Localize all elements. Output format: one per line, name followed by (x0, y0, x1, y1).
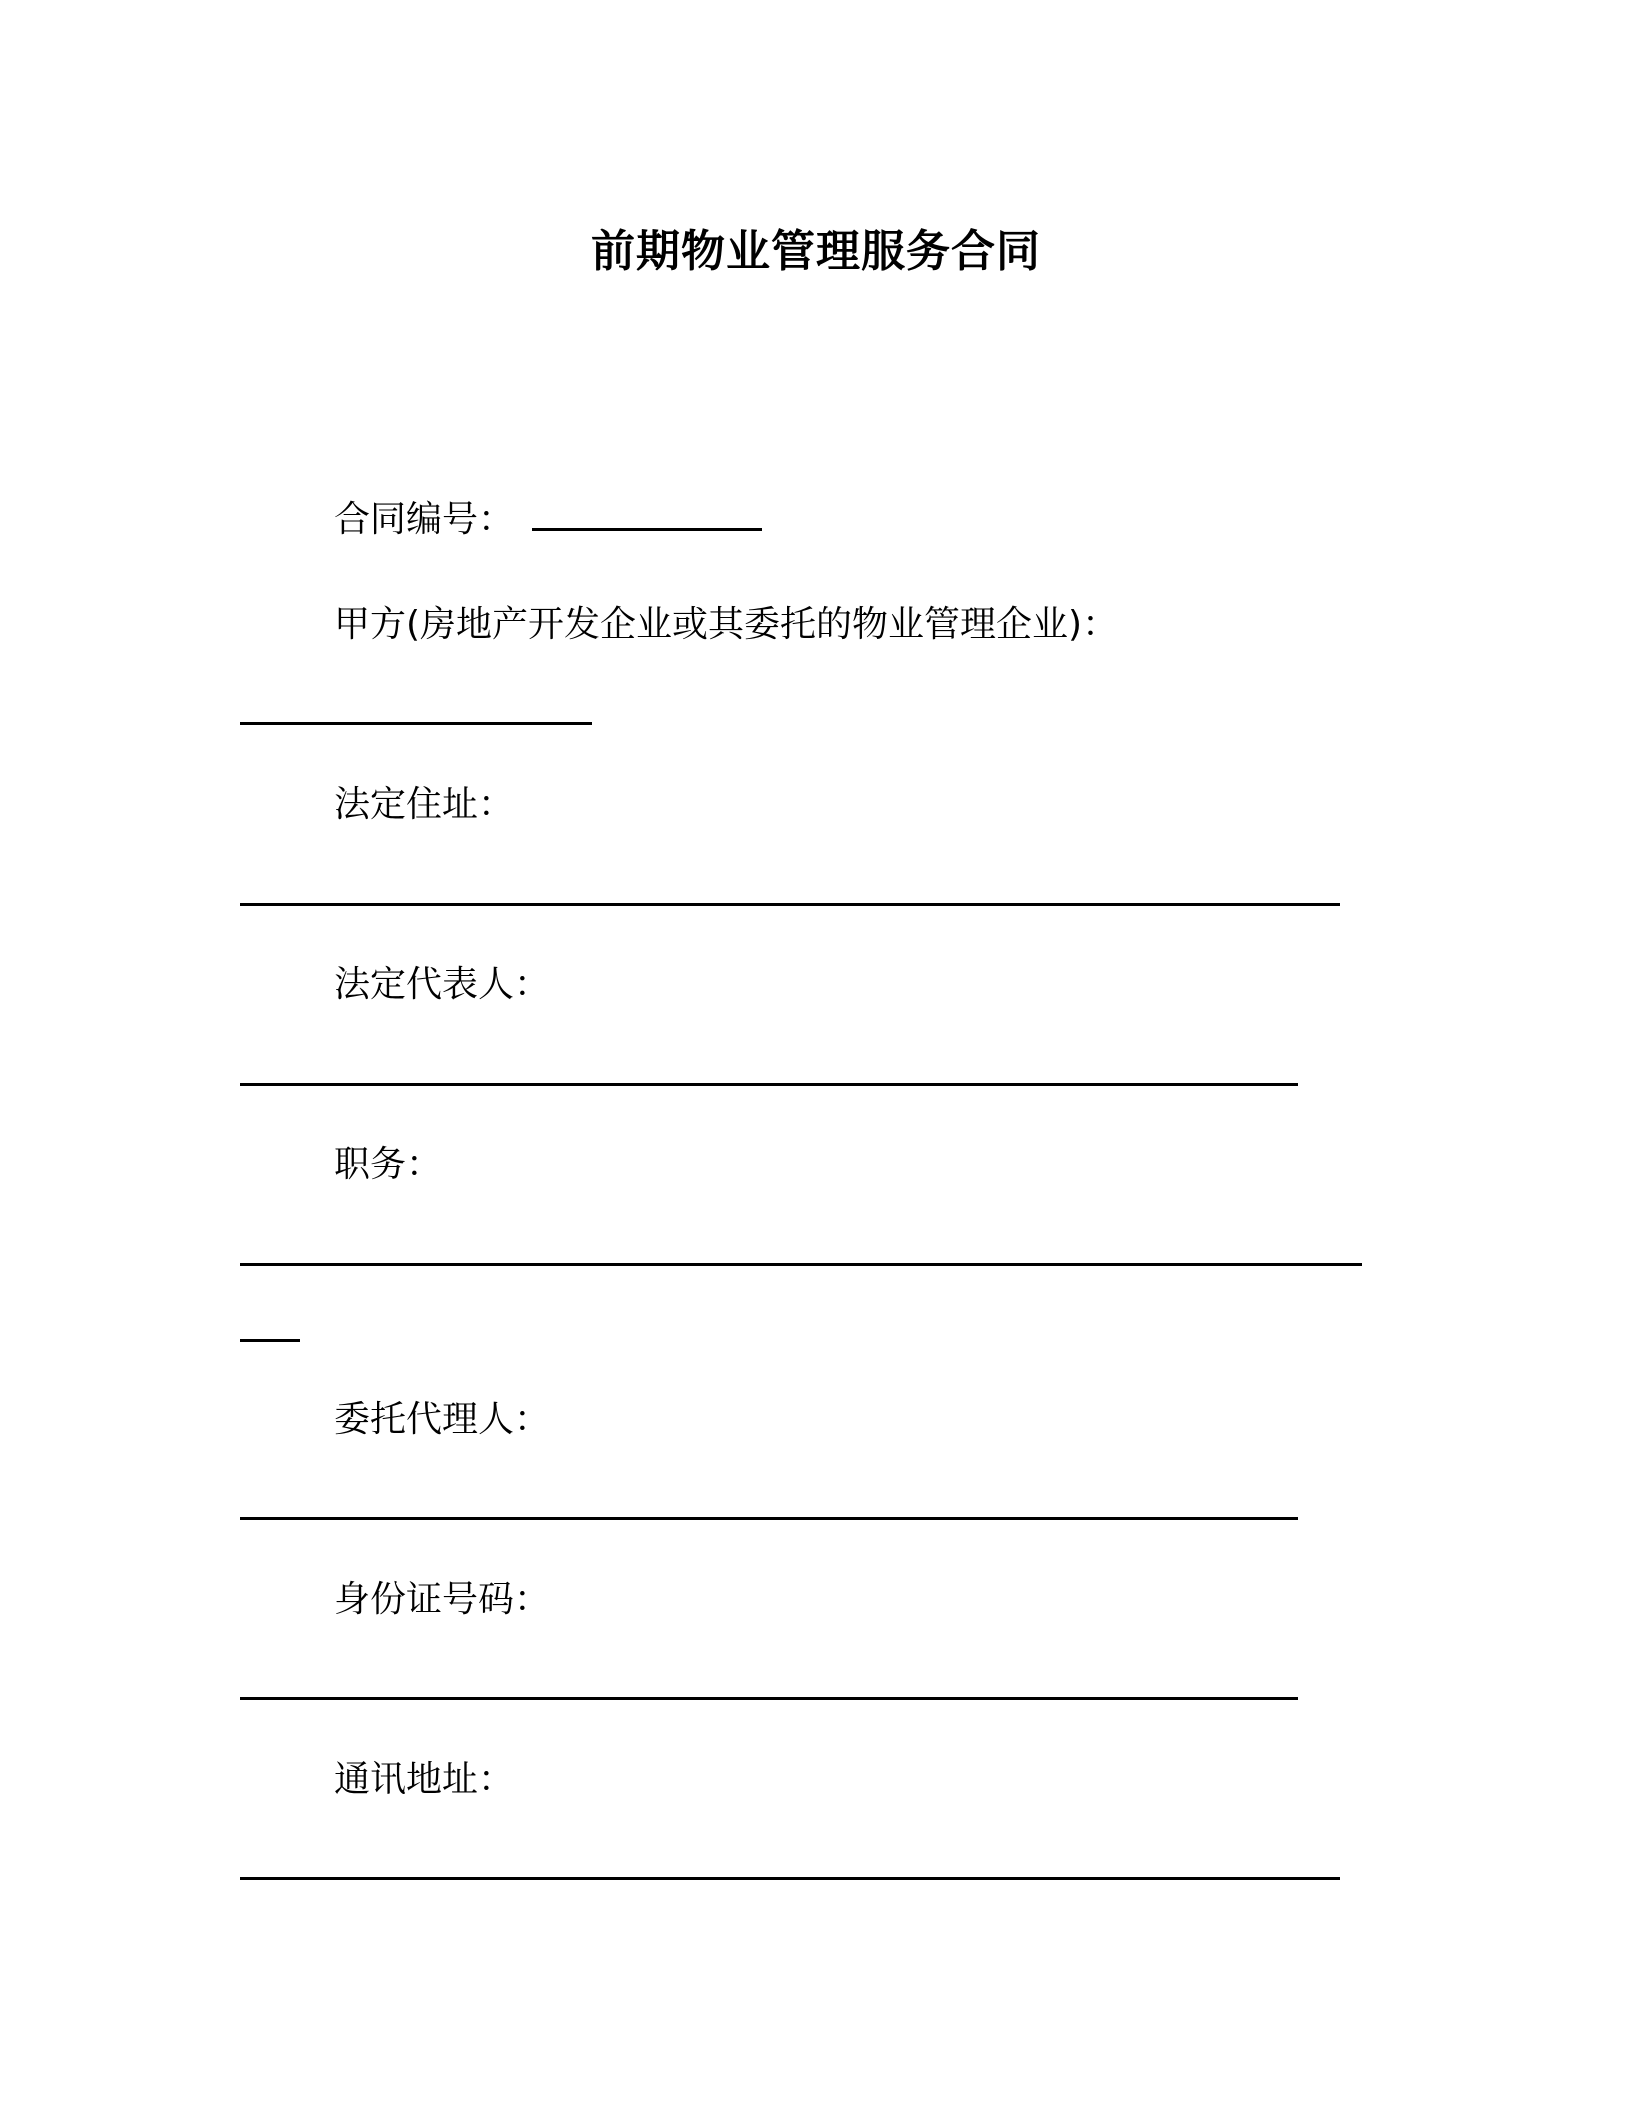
id-number-label: 身份证号码： (334, 1579, 551, 1620)
document-title: 前期物业管理服务合同 (591, 226, 1041, 277)
contract-number-row (334, 495, 762, 545)
legal-address-blank[interactable] (240, 903, 1340, 906)
party-a-blank[interactable] (240, 722, 592, 725)
legal-representative-label: 法定代表人： (334, 964, 551, 1005)
mailing-address-label: 通讯地址： (334, 1759, 515, 1800)
position-blank-continued[interactable] (240, 1339, 300, 1342)
legal-address-label: 法定住址： (334, 784, 515, 825)
contract-number-label: 合同编号： (334, 499, 515, 540)
legal-representative-blank[interactable] (240, 1083, 1298, 1086)
position-blank[interactable] (240, 1263, 1362, 1266)
id-number-blank[interactable] (240, 1697, 1298, 1700)
mailing-address-blank[interactable] (240, 1877, 1340, 1880)
party-a-label: 甲方(房地产开发企业或其委托的物业管理企业)： (334, 604, 1119, 645)
contract-number-blank[interactable] (532, 528, 762, 531)
agent-label: 委托代理人： (334, 1399, 551, 1440)
agent-blank[interactable] (240, 1517, 1298, 1520)
position-label: 职务： (334, 1144, 443, 1185)
